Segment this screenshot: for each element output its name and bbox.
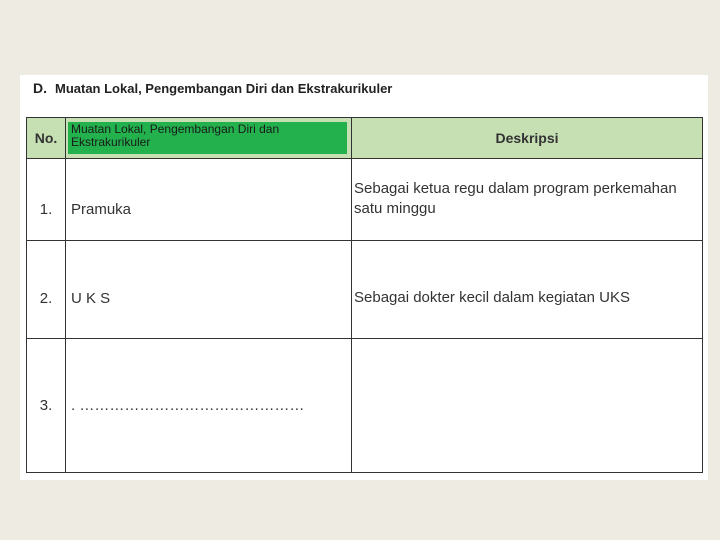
row-number: 2. [27, 241, 66, 338]
section-letter: D. [33, 80, 47, 96]
document-page [20, 75, 708, 480]
header-activity [66, 118, 352, 159]
table-row [27, 241, 703, 338]
row-number: 3. [27, 338, 66, 472]
header-description: Deskripsi [352, 118, 703, 159]
row-description [352, 338, 703, 472]
table-header-row [27, 118, 703, 159]
row-description: Sebagai ketua regu dalam program perkemahan satu minggu [352, 159, 703, 241]
row-description: Sebagai dokter kecil dalam kegiatan UKS [352, 241, 703, 338]
row-activity: U K S [66, 241, 352, 338]
header-no: No. [27, 118, 66, 159]
row-number: 1. [27, 159, 66, 241]
section-heading [33, 80, 392, 96]
activities-table [26, 117, 703, 473]
table-row [27, 338, 703, 472]
section-title: Muatan Lokal, Pengembangan Diri dan Ekstrakurikuler [55, 81, 393, 96]
row-activity-blank: . ……………………………………… [66, 338, 352, 472]
header-activity-highlight: Muatan Lokal, Pengembangan Diri dan Ekstrakurikuler [68, 122, 347, 154]
row-activity: Pramuka [66, 159, 352, 241]
table-row [27, 159, 703, 241]
